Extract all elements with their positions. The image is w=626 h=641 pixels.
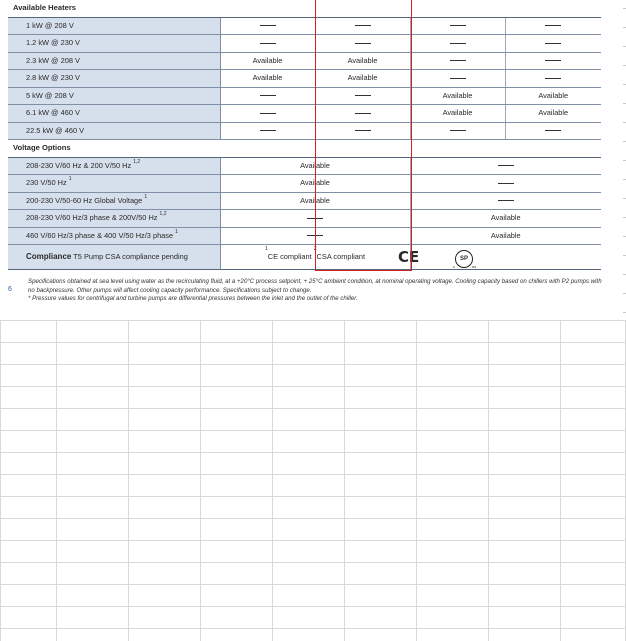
grid-column-line: [56, 320, 57, 641]
table-cell: [220, 87, 315, 105]
row-label: 1.2 kW @ 230 V: [8, 35, 220, 53]
compliance-marks-cell: [410, 245, 601, 270]
table-cell: [220, 35, 315, 53]
row-label-text: 230 V/50 Hz: [26, 178, 67, 187]
row-label: [8, 227, 220, 245]
table-row: [8, 105, 601, 123]
grid-column-line: [272, 320, 273, 641]
grid-row-line: [0, 628, 626, 629]
csa-us-label: us: [472, 264, 477, 269]
table-cell: Available: [315, 52, 410, 70]
grid-column-line: [560, 320, 561, 641]
grid-row-line: [0, 430, 626, 431]
footnote-specifications: Specifications obtained at sea level using water as the recirculating fluid, at a +20°C process setpoint, + 25°C ambient condition, at nominal operating voltage. Cooling capacity based on chillers with P2 pumps with no backpressure. Other pumps will affect cooling capacity performance. Specifications subject to change.: [28, 278, 602, 294]
table-cell: [410, 70, 505, 88]
table-cell: [315, 122, 410, 140]
row-label: [8, 175, 220, 193]
footnotes: [28, 278, 602, 304]
dash-mark: [355, 113, 371, 114]
table-cell: Available: [410, 87, 505, 105]
spec-document: [0, 0, 626, 320]
table-cell: Available: [505, 105, 601, 123]
section-header-heaters: [8, 0, 601, 17]
empty-grid: [0, 320, 626, 641]
grid-column-line: [344, 320, 345, 641]
csa-compliant-text: CSA compliant: [316, 252, 366, 261]
table-cell: [410, 17, 505, 35]
table-cell: [220, 210, 410, 228]
dash-mark: [545, 25, 561, 26]
row-label: 1 kW @ 208 V: [8, 17, 220, 35]
dash-mark: [450, 60, 466, 61]
table-row: [8, 210, 601, 228]
dash-mark: [545, 60, 561, 61]
dash-mark: [260, 95, 276, 96]
dash-mark: [307, 235, 323, 236]
csa-c-label: c: [453, 264, 455, 269]
spec-table: [8, 0, 601, 270]
dash-mark: [307, 218, 323, 219]
footnote-ref: 1: [175, 228, 178, 235]
table-cell: Available: [220, 157, 410, 175]
grid-row-line: [0, 584, 626, 585]
dash-mark: [498, 165, 514, 166]
table-cell: [505, 122, 601, 140]
table-row: [8, 70, 601, 88]
compliance-title: Compliance: [26, 252, 72, 261]
table-cell: [505, 17, 601, 35]
table-row: [8, 227, 601, 245]
table-cell: Available: [220, 52, 315, 70]
row-label-text: 460 V/60 Hz/3 phase & 400 V/50 Hz/3 phase: [26, 230, 174, 240]
table-cell: [315, 105, 410, 123]
dash-mark: [545, 130, 561, 131]
grid-column-line: [488, 320, 489, 641]
table-row: [8, 122, 601, 140]
grid-column-line: [416, 320, 417, 641]
row-label-text: 208-230 V/60 Hz & 200 V/50 Hz: [26, 160, 132, 170]
row-label: 2.3 kW @ 208 V: [8, 52, 220, 70]
table-cell: [315, 87, 410, 105]
dash-mark: [545, 43, 561, 44]
compliance-row: [8, 245, 601, 270]
grid-column-line: [0, 320, 1, 641]
dash-mark: [450, 130, 466, 131]
row-label: 6.1 kW @ 460 V: [8, 105, 220, 123]
footnote-ref: 1: [144, 193, 148, 200]
dash-mark: [355, 43, 371, 44]
table-cell: Available: [220, 175, 410, 193]
table-cell: [505, 35, 601, 53]
table-row: [8, 192, 601, 210]
section-header-voltage: [8, 140, 601, 158]
grid-row-line: [0, 408, 626, 409]
dash-mark: [545, 78, 561, 79]
compliance-text: [220, 245, 410, 270]
table-cell: Available: [410, 105, 505, 123]
row-label: [8, 157, 220, 175]
footnote-ref: 1,2: [133, 158, 141, 165]
footnote-pressure: * Pressure values for centrifugal and turbine pumps are differential pressures between the inlet and the outlet of the chiller.: [28, 295, 358, 303]
table-cell: [505, 70, 601, 88]
grid-column-line: [128, 320, 129, 641]
grid-row-line: [0, 386, 626, 387]
table-row: [8, 17, 601, 35]
table-cell: [410, 175, 601, 193]
ce-mark: CE: [398, 248, 420, 266]
row-label-text: 208-230 V/60 Hz/3 phase & 200V/50 Hz: [26, 213, 158, 222]
table-cell: [410, 192, 601, 210]
grid-column-line: [200, 320, 201, 641]
grid-row-line: [0, 452, 626, 453]
row-label: [8, 192, 220, 210]
dash-mark: [450, 25, 466, 26]
footnote-ref: 1: [264, 246, 268, 252]
dash-mark: [450, 43, 466, 44]
table-cell: Available: [315, 70, 410, 88]
table-cell: [410, 122, 505, 140]
dash-mark: [498, 183, 514, 184]
table-cell: [410, 52, 505, 70]
table-cell: Available: [410, 210, 601, 228]
section-title: Available Heaters: [8, 0, 601, 17]
footnote-ref: 1: [68, 176, 72, 182]
page-number: 6: [8, 286, 12, 293]
table-cell: Available: [220, 70, 315, 88]
table-row: [8, 87, 601, 105]
table-cell: Available: [410, 227, 601, 245]
grid-row-line: [0, 562, 626, 563]
footnote-ref: 2: [313, 246, 317, 252]
ce-compliant-text: CE compliant: [267, 252, 314, 261]
table-row: [8, 157, 601, 175]
dash-mark: [355, 25, 371, 26]
dash-mark: [260, 43, 276, 44]
grid-row-line: [0, 474, 626, 475]
table-cell: Available: [220, 192, 410, 210]
row-label: 22.5 kW @ 460 V: [8, 122, 220, 140]
table-cell: [220, 105, 315, 123]
dash-mark: [260, 130, 276, 131]
dash-mark: [260, 25, 276, 26]
compliance-note: T5 Pump CSA compliance pending: [73, 252, 188, 261]
table-cell: [220, 122, 315, 140]
grid-row-line: [0, 496, 626, 497]
footnote-ref: 1,2: [159, 211, 167, 217]
grid-row-line: [0, 518, 626, 519]
grid-row-line: [0, 320, 626, 321]
table-cell: [505, 52, 601, 70]
table-cell: [315, 35, 410, 53]
dash-mark: [355, 130, 371, 131]
row-label: 5 kW @ 208 V: [8, 87, 220, 105]
table-row: [8, 175, 601, 193]
dash-mark: [260, 113, 276, 114]
dash-mark: [450, 78, 466, 79]
table-cell: [410, 35, 505, 53]
dash-mark: [498, 200, 514, 201]
grid-row-line: [0, 364, 626, 365]
table-cell: [410, 157, 601, 175]
table-cell: [220, 17, 315, 35]
dash-mark: [355, 95, 371, 96]
row-label: [8, 210, 220, 228]
section-title: Voltage Options: [8, 140, 601, 158]
table-cell: Available: [505, 87, 601, 105]
grid-row-line: [0, 342, 626, 343]
row-label-text: 200-230 V/50-60 Hz Global Voltage: [26, 195, 143, 205]
table-row: [8, 35, 601, 53]
table-row: [8, 52, 601, 70]
table-cell: [220, 227, 410, 245]
csa-mark: SP: [455, 250, 473, 268]
table-cell: [315, 17, 410, 35]
row-label: 2.8 kW @ 230 V: [8, 70, 220, 88]
grid-row-line: [0, 606, 626, 607]
compliance-label: [8, 245, 220, 270]
grid-row-line: [0, 540, 626, 541]
